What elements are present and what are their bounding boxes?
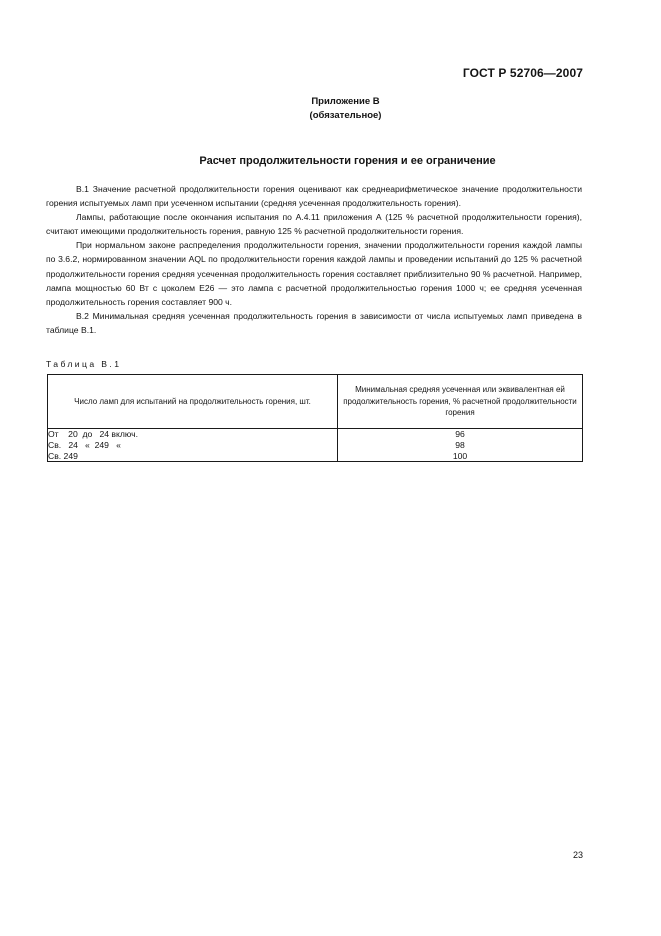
header-lamp-count: Число ламп для испытаний на продолжительность горения, шт. xyxy=(48,375,338,429)
appendix-status: (обязательное) xyxy=(309,110,382,121)
page-number: 23 xyxy=(572,850,583,860)
table-b1 xyxy=(47,374,583,462)
lamp-count-cell xyxy=(48,429,338,462)
paragraph-b2: В.2 Минимальная средняя усеченная продолжительность горения в зависимости от числа испытуемых ламп приведена в таблице В.1. xyxy=(46,310,582,335)
min-life-row-3: 100 xyxy=(452,450,468,461)
min-life-row-1: 96 xyxy=(455,429,465,439)
min-life-cell xyxy=(338,429,583,462)
paragraph-b1: В.1 Значение расчетной продолжительности горения оценивают как среднеарифметическое значение продолжительности горения испытуемых ламп при усеченном испытании (средняя усеченная продолжительность горения). xyxy=(46,184,582,209)
table-header-row xyxy=(48,375,583,429)
header-min-life: Минимальная средняя усеченная или эквивалентная ей продолжительность горения, % расчетной продолжительности горения xyxy=(338,375,583,429)
lamp-count-row-1: От 20 до 24 включ. xyxy=(48,429,138,439)
body-text xyxy=(46,182,582,337)
table-caption: Таблица В.1 xyxy=(46,359,122,369)
appendix-heading xyxy=(0,95,661,123)
table-body-row xyxy=(48,429,583,462)
lamp-count-row-3: Св. 249 xyxy=(48,450,78,461)
lamp-count-row-2: Св. 24 « 249 « xyxy=(48,439,121,450)
paragraph-lamps: Лампы, работающие после окончания испытания по А.4.11 приложения А (125 % расчетной продолжительности горения), считают имеющими продолжительность горения, равную 125 % расчетной продолжительности горения. xyxy=(46,212,582,237)
paragraph-normal-law: При нормальном законе распределения продолжительности горения, значении продолжительности горения каждой лампы по 3.6.2, нормированном значении AQL по продолжительности горения каждой лампы и проведении испытаний до 125 % расчетной продолжительности горения средняя усеченная продолжительность горения составляет приблизительно 90 % расчетной. Например, лампа мощностью 60 Вт с цоколем Е26 — это лампа с расчетной продолжительностью горения 1000 ч; ее средняя усеченная продолжительность горения составляет 900 ч. xyxy=(46,240,582,307)
min-life-row-2: 98 xyxy=(455,439,465,450)
appendix-title: Приложение В xyxy=(311,96,380,107)
document-code: ГОСТ Р 52706—2007 xyxy=(462,66,583,80)
section-title: Расчет продолжительности горения и ее ограничение xyxy=(199,155,496,167)
